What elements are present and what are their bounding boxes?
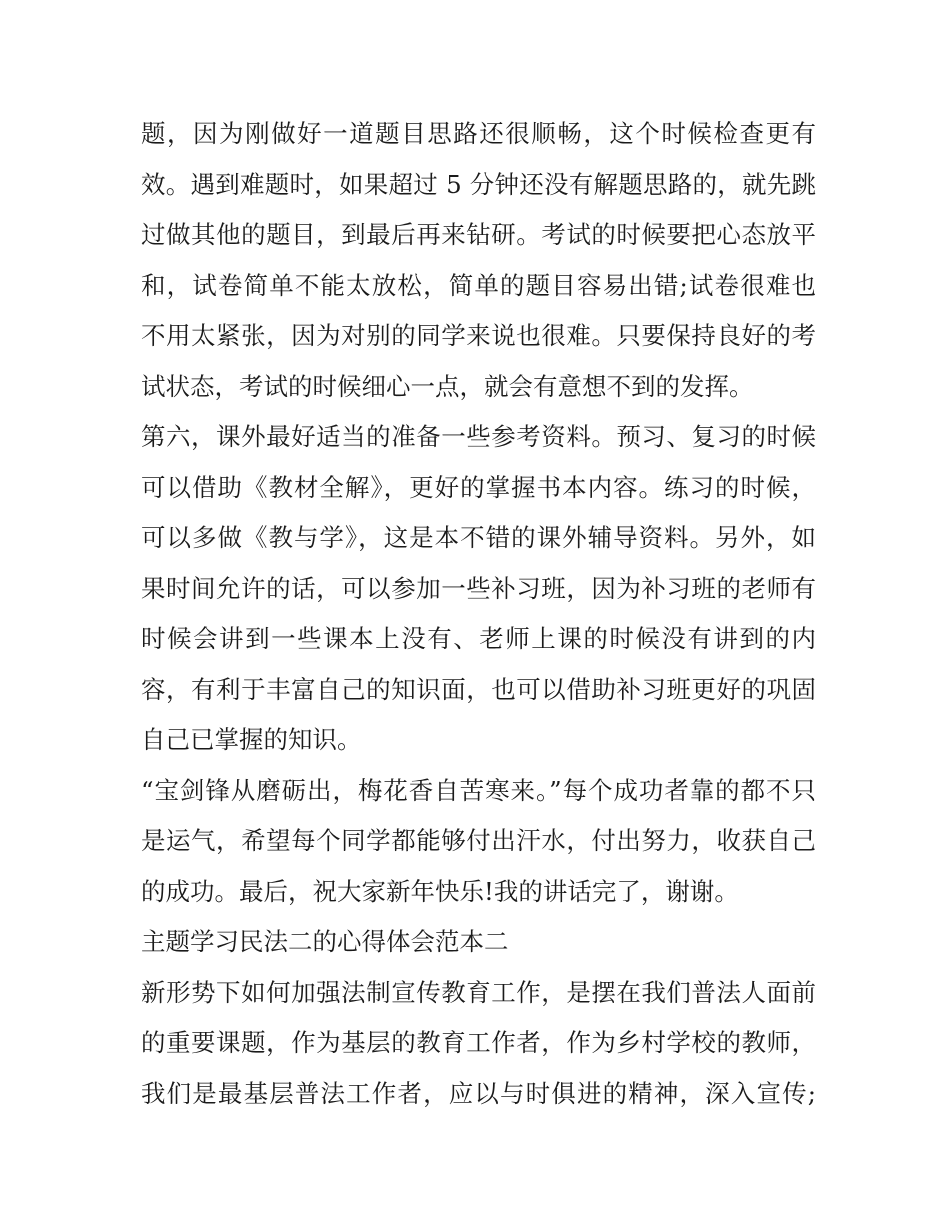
text-line: 是运气，希望每个同学都能够付出汗水，付出努力，收获自己 xyxy=(141,826,816,855)
text-line: 可以借助《教材全解》，更好的掌握书本内容。练习的时候， xyxy=(141,472,816,502)
text-line: 试状态，考试的时候细心一点，就会有意想不到的发挥。 xyxy=(141,371,754,401)
text-line: “宝剑锋从磨砺出，梅花香自苦寒来。”每个成功者靠的都不只 xyxy=(141,775,816,805)
text-line: 第六，课外最好适当的准备一些参考资料。预习、复习的时候 xyxy=(141,422,816,451)
text-line: 容，有利于丰富自己的知识面，也可以借助补习班更好的巩固 xyxy=(141,674,816,704)
document-body xyxy=(141,109,816,1119)
text-line: 和，试卷简单不能太放松，简单的题目容易出错;试卷很难也 xyxy=(141,270,816,300)
text-line: 的成功。最后，祝大家新年快乐!我的讲话完了，谢谢。 xyxy=(141,876,739,906)
text-line: 时候会讲到一些课本上没有、老师上课的时候没有讲到的内 xyxy=(141,624,816,653)
text-line: 可以多做《教与学》，这是本不错的课外辅导资料。另外，如 xyxy=(141,523,816,552)
text-line: 不用太紧张，因为对别的同学来说也很难。只要保持良好的考 xyxy=(141,321,816,350)
text-line: 果时间允许的话，可以参加一些补习班，因为补习班的老师有 xyxy=(141,573,816,603)
text-line: 的重要课题，作为基层的教育工作者，作为乡村学校的教师， xyxy=(141,1028,816,1057)
text-line: 题，因为刚做好一道题目思路还很顺畅，这个时候检查更有 xyxy=(141,119,816,148)
text-line: 我们是最基层普法工作者，应以与时俱进的精神，深入宣传; xyxy=(141,1078,816,1108)
text-line: 过做其他的题目，到最后再来钻研。考试的时候要把心态放平 xyxy=(141,220,816,249)
text-line: 主题学习民法二的心得体会范本二 xyxy=(141,927,509,956)
text-line: 自己已掌握的知识。 xyxy=(141,725,362,754)
text-line: 新形势下如何加强法制宣传教育工作，是摆在我们普法人面前 xyxy=(141,977,816,1007)
text-line: 效。遇到难题时，如果超过 5 分钟还没有解题思路的，就先跳 xyxy=(141,169,816,199)
